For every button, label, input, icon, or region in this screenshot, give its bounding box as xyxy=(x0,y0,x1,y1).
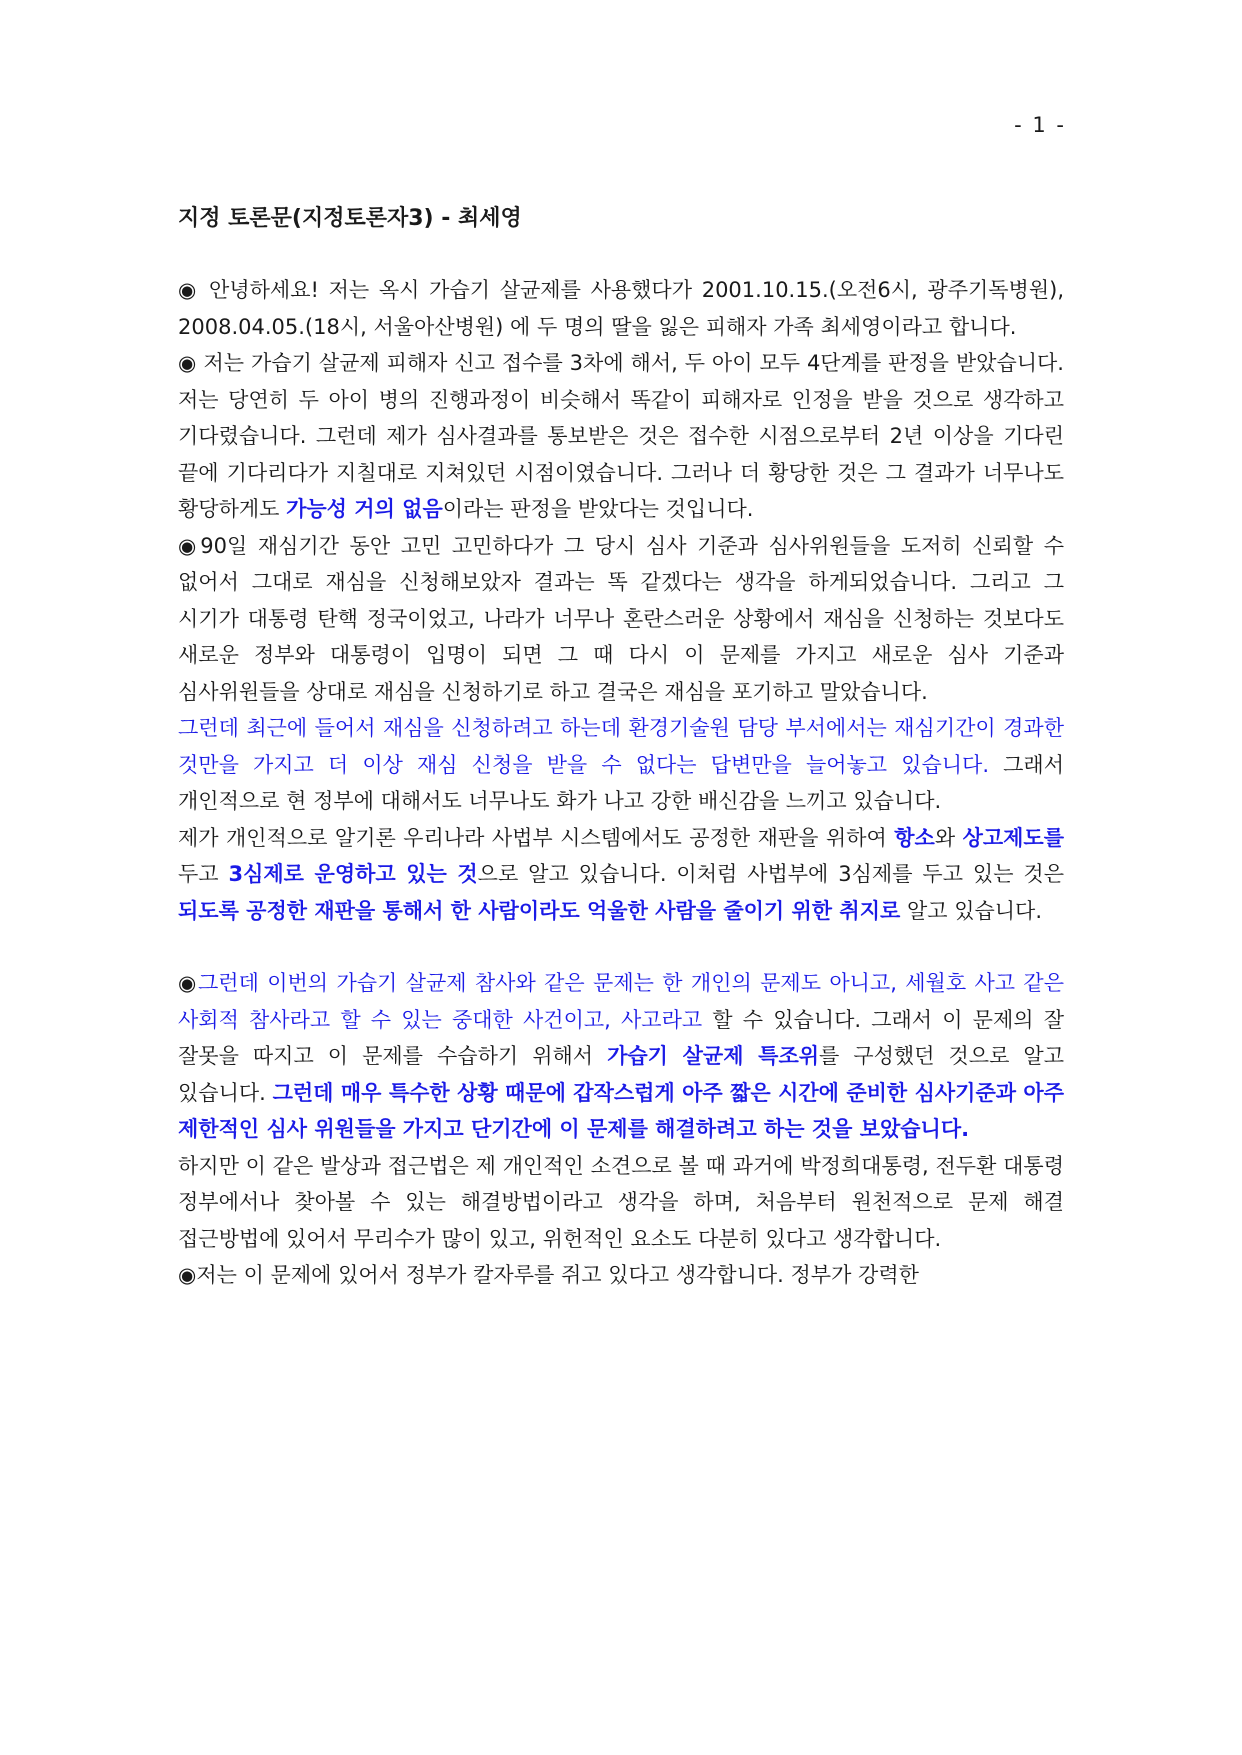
text-run: 이라는 판정을 받았다는 것입니다. xyxy=(442,497,754,521)
paragraph xyxy=(178,1257,1064,1294)
document-body xyxy=(178,272,1064,1294)
highlighted-text-run: 그런데 매우 특수한 상황 때문에 갑작스럽게 아주 짧은 시간에 준비한 심사기준과 아주 제한적인 심사 위원들을 가지고 단기간에 이 문제를 해결하려고 하는 것을 보았습니다. xyxy=(178,1080,1064,1141)
highlighted-text-run: 되도록 공정한 재판을 통해서 한 사람이라도 억울한 사람을 줄이기 위한 취지로 xyxy=(178,898,901,923)
text-run: ◉ xyxy=(178,971,199,995)
paragraph-gap xyxy=(178,929,1064,965)
highlighted-text-run: 그런데 이번의 가습기 살균제 참사와 같은 문제는 한 개인의 문제도 아니고, 세월호 사고 같은 사회적 참사라고 할 수 있는 중대한 사건이고, 사고라고 xyxy=(178,971,1064,1032)
text-run: 하지만 이 같은 발상과 접근법은 제 개인적인 소견으로 볼 때 과거에 박정희대통령, 전두환 대통령 정부에서나 찾아볼 수 있는 해결방법이라고 생각을 하며, 처음부터 원천적으로 문제 해결 접근방법에 있어서 무리수가 많이 있고, 위헌적인 요소도 다분히 있다고 생각합니다. xyxy=(178,1153,1064,1251)
paragraph xyxy=(178,1148,1064,1258)
text-run: ◉90일 재심기간 동안 고민 고민하다가 그 당시 심사 기준과 심사위원들을 도저히 신뢰할 수 없어서 그대로 재심을 신청해보았자 결과는 똑 같겠다는 생각을 하게되었습니다. 그리고 그 시기가 대통령 탄핵 정국이었고, 나라가 너무나 혼란스러운 상황에서 재심을 신청하는 것보다도 새로운 정부와 대통령이 입명이 되면 그 때 다시 이 문제를 가지고 새로운 심사 기준과 심사위원들을 상대로 재심을 신청하기로 하고 결국은 재심을 포기하고 말았습니다. xyxy=(178,533,1064,704)
text-run: 두고 xyxy=(178,862,229,886)
highlighted-text-run: 상고제도를 xyxy=(962,825,1064,850)
text-run: 를 구성했던 것으로 알고 있습니다. xyxy=(178,1044,1064,1105)
highlighted-text-run: 항소 xyxy=(894,825,935,850)
page-number: - 1 - xyxy=(1014,113,1066,137)
text-run: 와 xyxy=(934,825,963,850)
paragraph xyxy=(178,820,1064,930)
text-run: 으로 알고 있습니다. 이처럼 사법부에 3심제를 두고 있는 것은 xyxy=(477,862,1064,886)
paragraph xyxy=(178,345,1064,528)
text-run: 제가 개인적으로 알기론 우리나라 사법부 시스템에서도 공정한 재판을 위하여 xyxy=(178,825,895,850)
text-run: 그래서 개인적으로 현 정부에 대해서도 너무나도 화가 나고 강한 배신감을 느끼고 있습니다. xyxy=(178,752,1064,813)
paragraph xyxy=(178,272,1064,345)
highlighted-text-run: 그런데 최근에 들어서 재심을 신청하려고 하는데 환경기술원 담당 부서에서는 재심기간이 경과한 것만을 가지고 더 이상 재심 신청을 받을 수 없다는 답변만을 늘어놓고 있습니다. xyxy=(178,716,1064,777)
text-run: ◉저는 이 문제에 있어서 정부가 칼자루를 쥐고 있다고 생각합니다. 정부가 강력한 xyxy=(178,1263,919,1287)
text-run: ◉ 안녕하세요! 저는 옥시 가습기 살균제를 사용했다가 2001.10.15.(오전6시, 광주기독병원), 2008.04.05.(18시, 서울아산병원) 에 두 명의 딸을 잃은 피해자 가족 최세영이라고 합니다. xyxy=(178,278,1064,339)
paragraph xyxy=(178,710,1064,820)
text-run: 할 수 있습니다. 그래서 이 문제의 잘 잘못을 따지고 이 문제를 수습하기 위해서 xyxy=(178,1007,1064,1068)
highlighted-text-run: 3심제로 운영하고 있는 것 xyxy=(228,862,478,886)
paragraph xyxy=(178,965,1064,1148)
text-run: ◉ 저는 가습기 살균제 피해자 신고 접수를 3차에 해서, 두 아이 모두 4단계를 판정을 받았습니다. 저는 당연히 두 아이 병의 진행과정이 비슷해서 똑같이 피해자로 인정을 받을 것으로 생각하고 기다렸습니다. 그런데 제가 심사결과를 통보받은 것은 접수한 시점으로부터 2년 이상을 기다린 끝에 기다리다가 지칠대로 지쳐있던 시점이였습니다. 그러나 더 황당한 것은 그 결과가 너무나도 황당하게도 xyxy=(178,351,1064,521)
text-run: 알고 있습니다. xyxy=(900,898,1043,923)
document-title: 지정 토론문(지정토론자3) - 최세영 xyxy=(178,206,522,231)
paragraph xyxy=(178,528,1064,711)
highlighted-text-run: 가습기 살균제 특조위 xyxy=(607,1044,820,1068)
highlighted-text-run: 가능성 거의 없음 xyxy=(286,497,443,521)
